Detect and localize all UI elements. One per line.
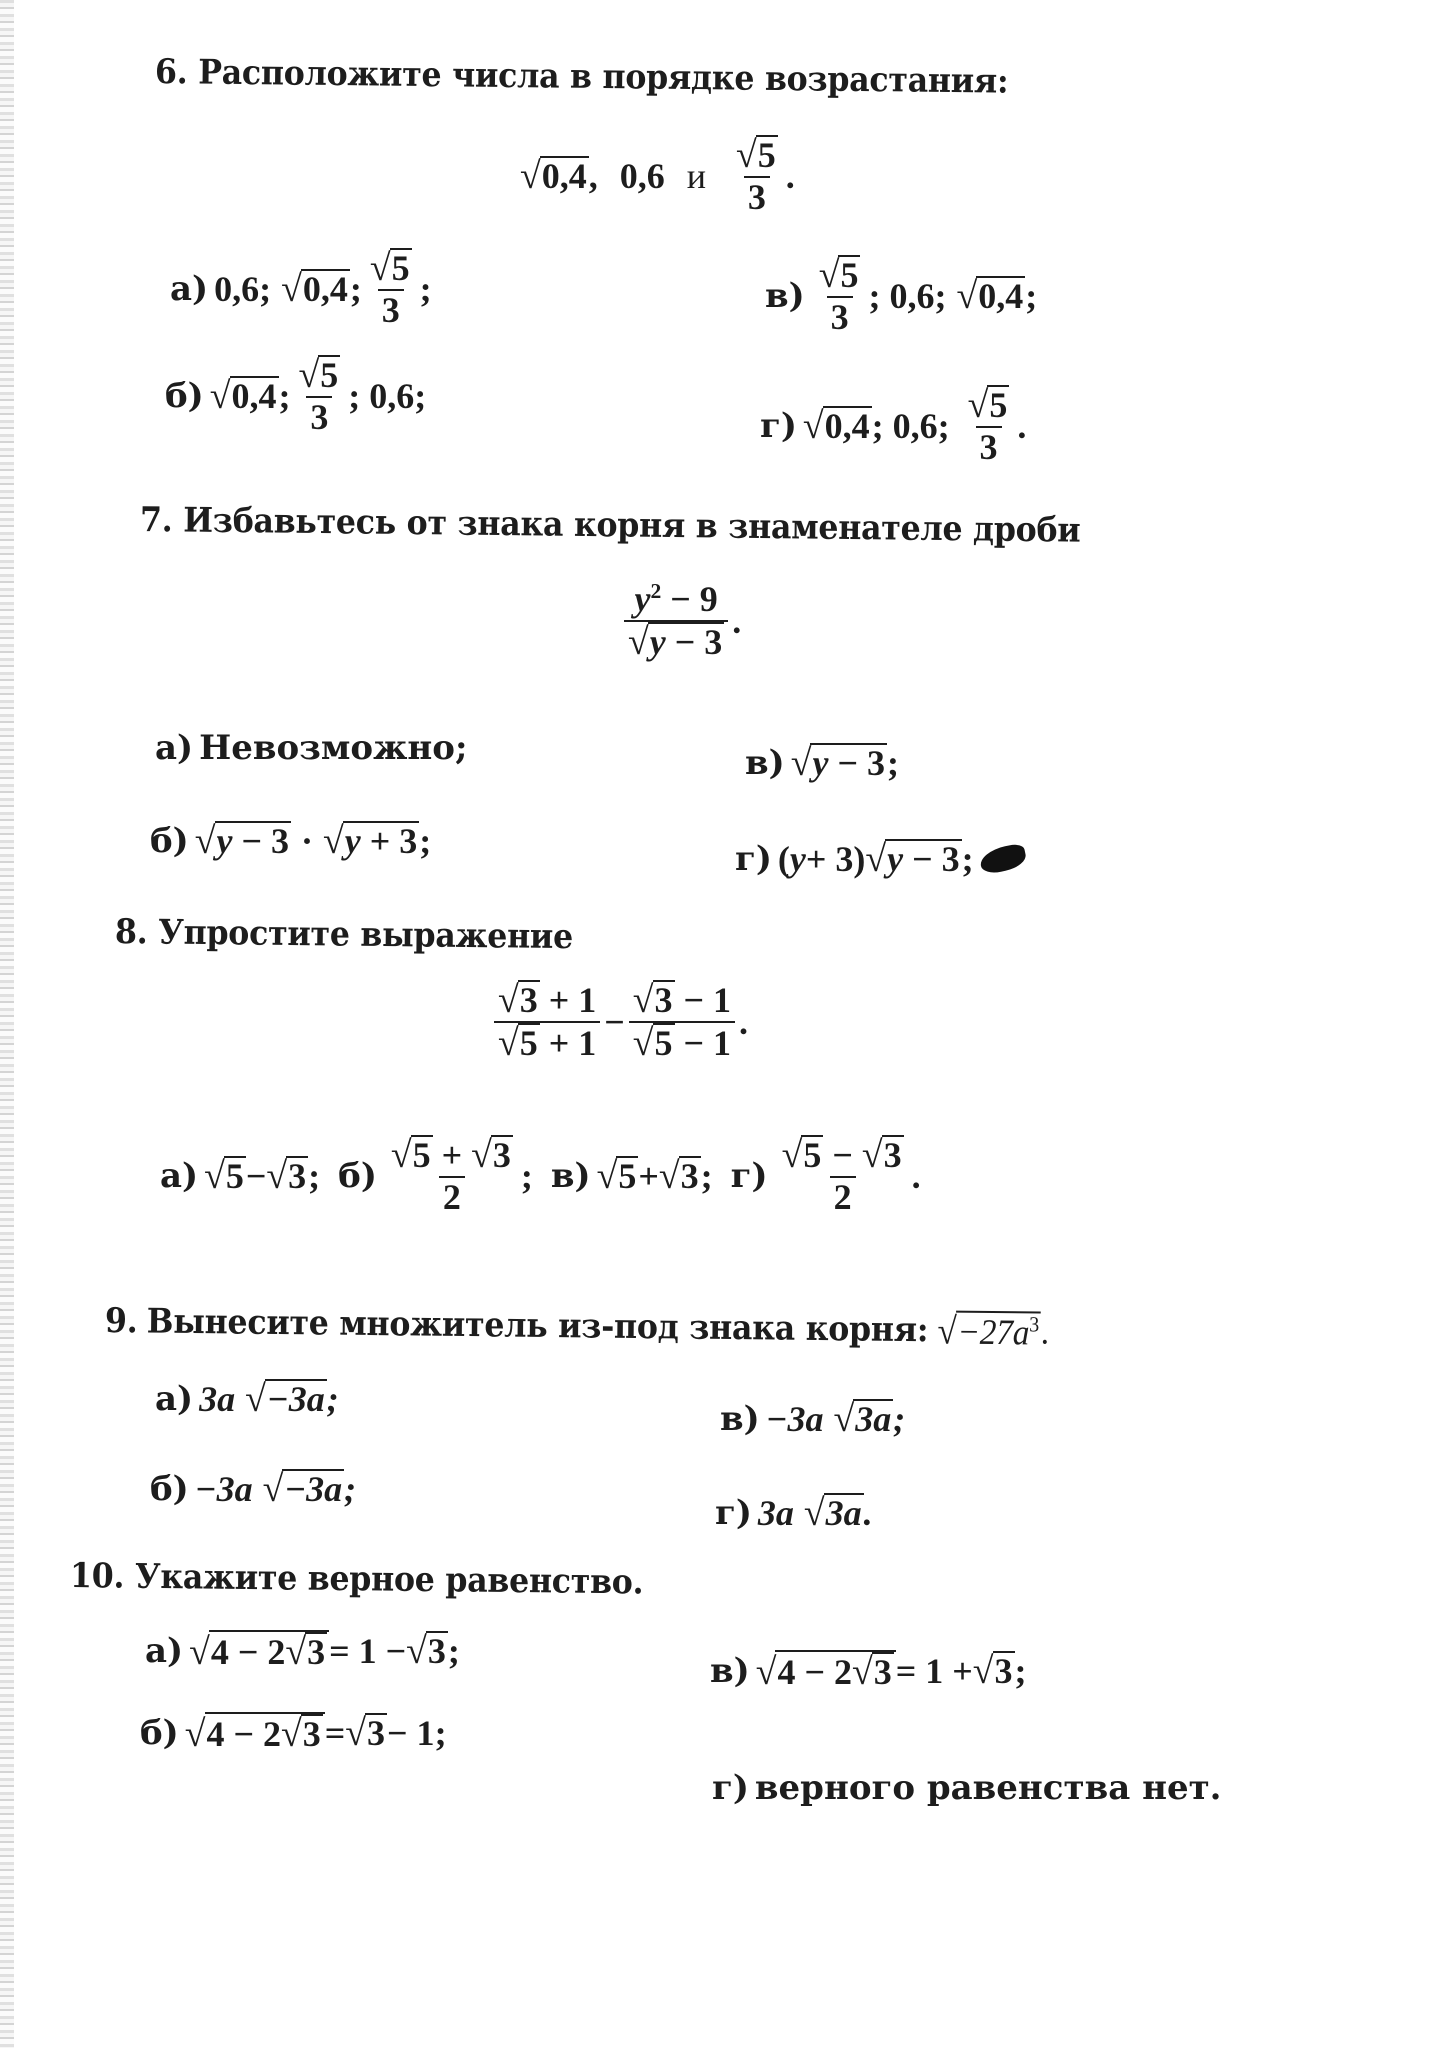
fraction bbox=[494, 980, 600, 1063]
radical-sign-icon: √ bbox=[520, 155, 541, 198]
radicand: 5 bbox=[412, 1135, 431, 1175]
option-label: г) bbox=[715, 1493, 752, 1533]
question-10-option-b[interactable] bbox=[140, 1712, 447, 1754]
option-math bbox=[195, 820, 432, 862]
ink-blot-mark-icon bbox=[978, 842, 1028, 875]
period: . bbox=[739, 1001, 749, 1042]
separator: ; bbox=[1014, 1651, 1027, 1691]
question-6-option-b[interactable] bbox=[165, 355, 426, 437]
period: . bbox=[1017, 406, 1027, 447]
radical-sign-icon: √ bbox=[262, 1468, 284, 1511]
option-label: г) bbox=[760, 406, 797, 447]
option-label: в) bbox=[745, 743, 785, 783]
radicand: 4 − 2 bbox=[777, 1652, 852, 1693]
question-9-option-a[interactable] bbox=[155, 1378, 339, 1420]
separator: ; bbox=[700, 1156, 713, 1197]
denominator: 3 bbox=[744, 176, 770, 218]
variable: a bbox=[217, 1379, 236, 1419]
radical-sign-icon: √ bbox=[498, 979, 519, 1021]
radicand: 3 bbox=[427, 1631, 446, 1672]
option-math bbox=[766, 1398, 906, 1440]
term: − 3 bbox=[665, 621, 723, 662]
option-math bbox=[185, 1712, 447, 1754]
option-label: б) bbox=[140, 1713, 179, 1753]
radicand: 5 bbox=[391, 248, 410, 288]
question-8-option-v[interactable] bbox=[551, 1155, 713, 1197]
variable: a bbox=[805, 1399, 824, 1439]
variable: a bbox=[873, 1399, 892, 1440]
question-6-expression bbox=[520, 135, 795, 217]
option-label: в) bbox=[765, 276, 805, 317]
question-10-option-v[interactable] bbox=[710, 1650, 1027, 1692]
radical-sign-icon: √ bbox=[184, 1713, 206, 1756]
radicand: 3 bbox=[855, 1399, 874, 1440]
option-label: в) bbox=[720, 1399, 760, 1439]
denominator: 3 bbox=[976, 426, 1002, 468]
separator: ; bbox=[344, 1469, 357, 1509]
option-text: Невозможно; bbox=[199, 728, 468, 768]
denominator: 3 bbox=[306, 396, 332, 438]
radicand: 5 bbox=[225, 1156, 244, 1197]
radicand: 3 bbox=[302, 1714, 321, 1755]
radicand: 3 bbox=[492, 1135, 511, 1175]
option-math bbox=[811, 255, 1037, 337]
option-label: а) bbox=[170, 269, 209, 310]
denominator: 3 bbox=[378, 289, 404, 331]
term: + 1 bbox=[539, 1022, 597, 1063]
question-8-expression bbox=[490, 980, 748, 1063]
radical-sign-icon: √ bbox=[204, 1155, 225, 1198]
radical-sign-icon: √ bbox=[189, 1631, 210, 1674]
option-text: верного равенства нет. bbox=[754, 1768, 1222, 1808]
question-9-title bbox=[105, 1300, 1049, 1353]
option-math bbox=[214, 248, 432, 330]
fraction bbox=[624, 580, 728, 662]
operator: − bbox=[823, 1135, 862, 1175]
radical-sign-icon: √ bbox=[861, 1134, 883, 1176]
option-label: в) bbox=[710, 1651, 750, 1691]
denominator: 3 bbox=[827, 296, 853, 338]
radical-sign-icon: √ bbox=[596, 1155, 618, 1198]
question-7-option-a[interactable] bbox=[155, 728, 468, 768]
radical-sign-icon: √ bbox=[937, 1309, 957, 1353]
operator: + bbox=[432, 1135, 472, 1175]
radicand: −3 bbox=[266, 1379, 307, 1420]
radicand: 3 bbox=[519, 980, 538, 1020]
question-6-option-a[interactable] bbox=[170, 248, 432, 330]
radicand: −3 bbox=[284, 1469, 325, 1510]
radicand: 5 bbox=[989, 385, 1008, 425]
radical-sign-icon: √ bbox=[956, 275, 978, 318]
question-9-option-g[interactable] bbox=[715, 1492, 873, 1534]
option-label: б) bbox=[150, 1469, 189, 1509]
separator: ; bbox=[419, 821, 432, 861]
coefficient: 3 bbox=[757, 1493, 776, 1533]
option-label: г) bbox=[735, 839, 772, 879]
question-number: 9. bbox=[104, 1301, 138, 1342]
option-math bbox=[189, 1630, 460, 1672]
option-label: г) bbox=[712, 1768, 749, 1808]
separator: , bbox=[588, 156, 598, 197]
separator: ; bbox=[278, 376, 291, 417]
variable: y bbox=[812, 743, 829, 784]
radical-sign-icon: √ bbox=[833, 1398, 855, 1441]
variable: a bbox=[775, 1493, 794, 1533]
term: − 1 bbox=[674, 980, 732, 1020]
radical-sign-icon: √ bbox=[632, 1021, 654, 1064]
radicand: 5 bbox=[840, 255, 859, 295]
radical-sign-icon: √ bbox=[298, 354, 320, 396]
radicand: 5 bbox=[757, 135, 776, 175]
option-math bbox=[195, 1468, 356, 1510]
question-7-title bbox=[140, 500, 1081, 551]
radical-sign-icon: √ bbox=[628, 620, 649, 663]
term: + 1 bbox=[539, 980, 597, 1020]
question-number: 7. bbox=[139, 500, 173, 541]
radical-sign-icon: √ bbox=[471, 1134, 492, 1176]
question-text: Избавьтесь от знака корня в знаменателе дроби bbox=[183, 500, 1081, 551]
radical-sign-icon: √ bbox=[285, 1631, 307, 1674]
radical-sign-icon: √ bbox=[972, 1650, 994, 1693]
question-number: 8. bbox=[114, 912, 148, 953]
term: − 3 bbox=[828, 743, 885, 784]
variable: a bbox=[324, 1469, 343, 1510]
option-label: а) bbox=[155, 1379, 194, 1419]
paren: ( bbox=[777, 839, 790, 879]
question-text: Вынесите множитель из-под знака корня: bbox=[146, 1301, 929, 1351]
question-text: Упростите выражение bbox=[158, 912, 574, 958]
radicand: 5 bbox=[618, 1156, 637, 1197]
separator: ; bbox=[1025, 276, 1038, 317]
question-text: Расположите числа в порядке возрастания: bbox=[198, 52, 1009, 102]
radical-sign-icon: √ bbox=[658, 1155, 680, 1198]
option-label: б) bbox=[150, 821, 189, 861]
term: ; 0,6; bbox=[348, 376, 427, 417]
term: − 1 bbox=[674, 1022, 732, 1063]
radicand: 5 bbox=[519, 1022, 538, 1063]
term: ; 0,6; bbox=[868, 276, 947, 317]
conjunction: и bbox=[686, 156, 707, 197]
question-10-option-a[interactable] bbox=[145, 1630, 460, 1672]
question-7-option-g[interactable] bbox=[735, 838, 1026, 880]
period: . bbox=[785, 156, 795, 197]
question-6-option-g[interactable] bbox=[760, 385, 1026, 467]
radicand: 3 bbox=[288, 1156, 307, 1197]
radicand: 3 bbox=[680, 1156, 699, 1197]
variable: a bbox=[306, 1379, 325, 1420]
radicand: 3 bbox=[873, 1652, 892, 1693]
question-7-option-b[interactable] bbox=[150, 820, 431, 862]
sqrt-expression bbox=[520, 156, 589, 196]
variable: a bbox=[1012, 1311, 1030, 1352]
option-math bbox=[758, 1492, 873, 1534]
equation-rhs: = bbox=[324, 1713, 346, 1753]
radical-sign-icon: √ bbox=[209, 375, 231, 418]
radical-sign-icon: √ bbox=[323, 820, 344, 863]
radical-sign-icon: √ bbox=[802, 405, 824, 448]
radicand: 0,4 bbox=[978, 276, 1024, 317]
radical-sign-icon: √ bbox=[736, 134, 757, 176]
radical-sign-icon: √ bbox=[498, 1021, 519, 1064]
radical-sign-icon: √ bbox=[865, 838, 887, 881]
radical-sign-icon: √ bbox=[194, 820, 216, 863]
option-label: а) bbox=[155, 728, 194, 768]
separator: ; bbox=[961, 839, 974, 879]
equation-rhs: = 1 + bbox=[895, 1651, 973, 1691]
radicand: 3 bbox=[994, 1651, 1013, 1692]
option-math bbox=[778, 838, 974, 880]
term: − 3 bbox=[903, 839, 960, 880]
option-math bbox=[803, 385, 1026, 467]
radicand: 3 bbox=[367, 1713, 386, 1754]
radical-sign-icon: √ bbox=[803, 1492, 825, 1535]
term: − 9 bbox=[661, 579, 718, 619]
question-6-title bbox=[155, 52, 1009, 102]
option-math bbox=[791, 742, 899, 784]
option-label: а) bbox=[145, 1631, 184, 1671]
separator: ; bbox=[349, 269, 362, 310]
option-label: б) bbox=[165, 376, 204, 417]
radicand: 3 bbox=[307, 1632, 326, 1673]
fraction bbox=[629, 980, 735, 1063]
question-10-option-g[interactable] bbox=[712, 1768, 1222, 1808]
period: . bbox=[1040, 1311, 1050, 1352]
radical-sign-icon: √ bbox=[390, 1134, 412, 1176]
denominator: 2 bbox=[830, 1176, 856, 1218]
radical-sign-icon: √ bbox=[818, 254, 840, 296]
radical-sign-icon: √ bbox=[632, 979, 654, 1021]
question-6-option-v[interactable] bbox=[765, 255, 1037, 337]
variable: y bbox=[789, 839, 806, 879]
question-8-options-row bbox=[160, 1135, 921, 1217]
question-number: 6. bbox=[154, 52, 188, 93]
radicand: 4 − 2 bbox=[206, 1714, 282, 1755]
variable: y bbox=[216, 821, 233, 862]
option-math bbox=[210, 355, 426, 437]
separator: ; bbox=[308, 1156, 321, 1197]
radicand: 0,4 bbox=[824, 406, 870, 447]
radicand: 3 bbox=[654, 980, 673, 1020]
term: + 3 bbox=[360, 821, 418, 862]
variable: a bbox=[843, 1493, 862, 1534]
radicand: 3 bbox=[883, 1135, 902, 1175]
option-math bbox=[756, 1650, 1027, 1692]
question-7-option-v[interactable] bbox=[745, 742, 899, 784]
option-math bbox=[199, 1378, 339, 1420]
radical-sign-icon: √ bbox=[369, 247, 391, 289]
radicand: 5 bbox=[654, 1022, 673, 1063]
variable: y bbox=[887, 839, 904, 880]
question-8-option-b[interactable] bbox=[338, 1135, 533, 1217]
radical-sign-icon: √ bbox=[245, 1378, 266, 1421]
radicand: 5 bbox=[803, 1135, 822, 1175]
multiply-dot: · bbox=[301, 821, 314, 861]
separator: ; bbox=[893, 1399, 906, 1439]
term: + 3) bbox=[805, 839, 866, 879]
radical-sign-icon: √ bbox=[755, 1651, 777, 1694]
question-9-option-v[interactable] bbox=[720, 1398, 905, 1440]
coefficient: 3 bbox=[199, 1379, 218, 1419]
option-label: г) bbox=[730, 1156, 768, 1197]
radicand: 5 bbox=[320, 355, 339, 395]
radical-sign-icon: √ bbox=[266, 1155, 288, 1198]
radical-sign-icon: √ bbox=[281, 268, 302, 311]
option-label: а) bbox=[160, 1156, 199, 1197]
term: − 1 bbox=[387, 1713, 435, 1753]
question-8-title bbox=[115, 912, 573, 957]
separator: ; bbox=[520, 1156, 533, 1197]
question-text: Укажите верное равенство. bbox=[134, 1556, 644, 1603]
radical-sign-icon: √ bbox=[967, 384, 989, 426]
radicand: 0,4 bbox=[541, 156, 587, 197]
variable: y bbox=[344, 821, 361, 862]
term: 0,6; bbox=[214, 269, 272, 310]
question-7-expression bbox=[620, 580, 741, 662]
question-number: 10. bbox=[69, 1556, 125, 1597]
question-9-expression bbox=[937, 1309, 1049, 1352]
radical-sign-icon: √ bbox=[345, 1712, 367, 1755]
separator: ; bbox=[326, 1379, 339, 1419]
number: 0,6 bbox=[619, 156, 665, 197]
question-10-title bbox=[70, 1556, 644, 1602]
variable: y bbox=[649, 621, 666, 662]
radical-sign-icon: √ bbox=[281, 1713, 302, 1756]
option-label: б) bbox=[338, 1156, 377, 1197]
exponent: 3 bbox=[1029, 1312, 1040, 1337]
radicand: 3 bbox=[825, 1493, 844, 1534]
denominator: 2 bbox=[439, 1176, 465, 1218]
equation-rhs: = 1 − bbox=[329, 1631, 407, 1671]
term: − 3 bbox=[232, 821, 290, 862]
radicand: −27 bbox=[957, 1311, 1013, 1352]
coefficient: −3 bbox=[765, 1399, 806, 1439]
radicand: 4 − 2 bbox=[210, 1632, 286, 1673]
radical-sign-icon: √ bbox=[781, 1134, 803, 1176]
question-8-option-g[interactable] bbox=[731, 1135, 921, 1217]
separator: ; bbox=[434, 1713, 447, 1753]
separator: ; bbox=[419, 269, 432, 310]
period: . bbox=[863, 1493, 873, 1533]
separator: ; bbox=[447, 1631, 460, 1671]
radicand: 0,4 bbox=[231, 376, 277, 417]
variable: y bbox=[634, 579, 651, 619]
question-9-option-b[interactable] bbox=[150, 1468, 356, 1510]
page-binding-edge bbox=[0, 0, 14, 2048]
radicand: 0,4 bbox=[302, 269, 348, 310]
minus-operator: − bbox=[604, 1001, 625, 1042]
question-8-option-a[interactable] bbox=[160, 1155, 320, 1197]
exponent: 2 bbox=[650, 579, 662, 603]
radical-sign-icon: √ bbox=[790, 742, 812, 785]
period: . bbox=[911, 1156, 921, 1197]
fraction bbox=[732, 135, 782, 217]
operator: − bbox=[245, 1156, 267, 1197]
radical-sign-icon: √ bbox=[406, 1630, 427, 1673]
coefficient: −3 bbox=[194, 1469, 235, 1509]
option-label: в) bbox=[550, 1156, 591, 1197]
period: . bbox=[732, 601, 742, 642]
variable: a bbox=[234, 1469, 253, 1509]
term: ; 0,6; bbox=[871, 406, 950, 447]
radical-sign-icon: √ bbox=[851, 1651, 873, 1694]
operator: + bbox=[638, 1156, 659, 1197]
separator: ; bbox=[886, 743, 899, 783]
